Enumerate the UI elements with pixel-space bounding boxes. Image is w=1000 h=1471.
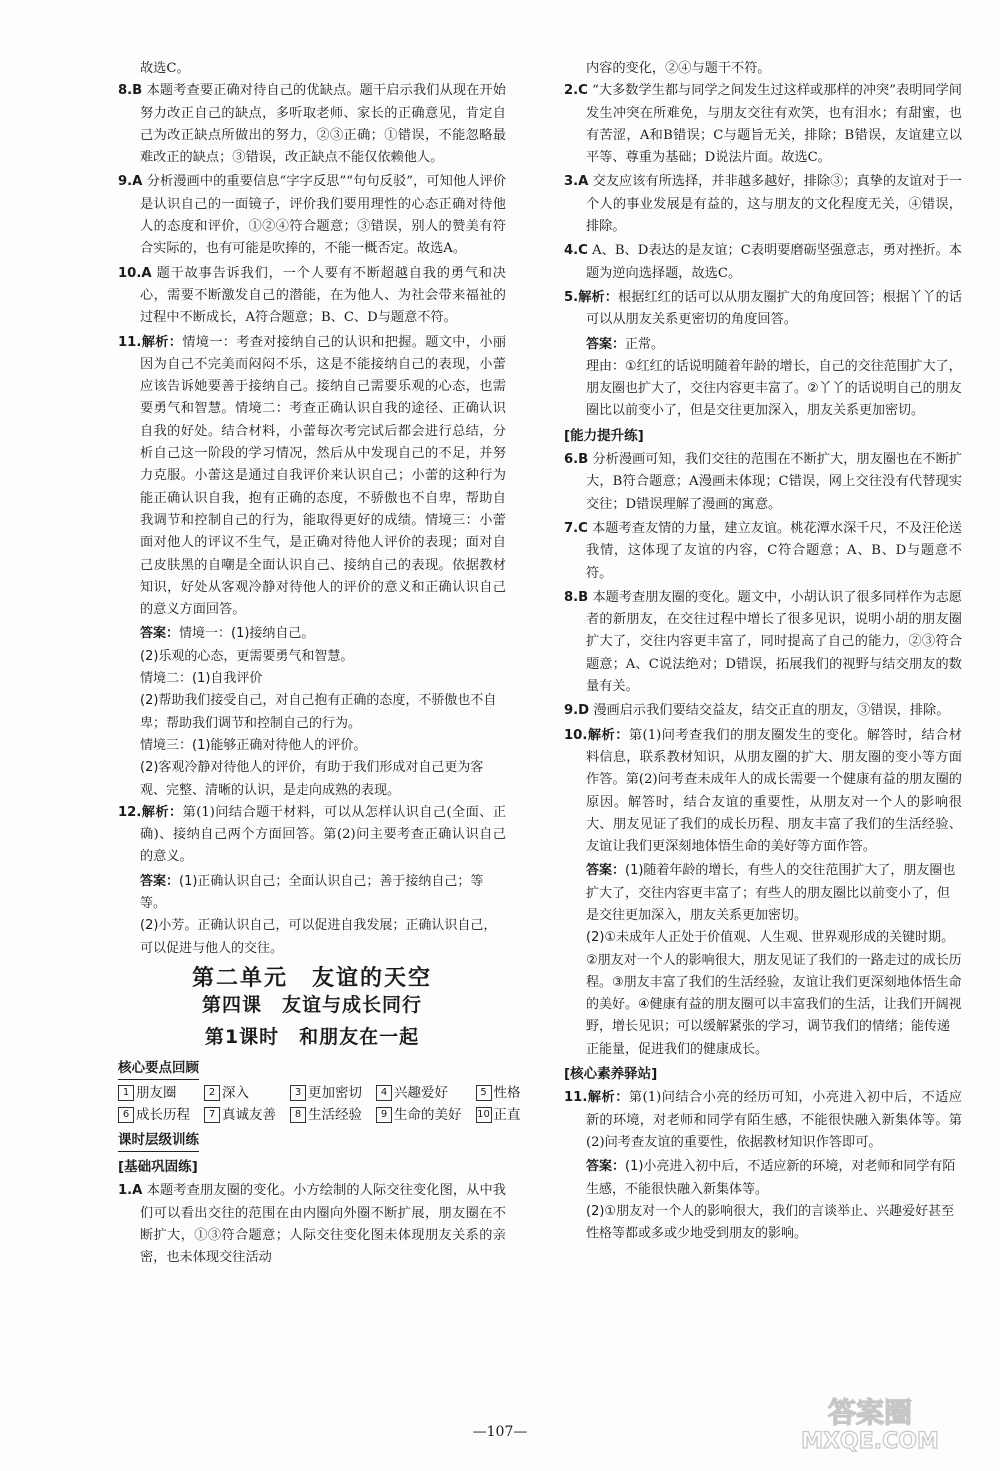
item-number: 4.C — [564, 243, 588, 259]
left-column — [118, 58, 521, 1271]
item-number: 5. — [564, 289, 579, 305]
item-text: 分析漫画中的重要信息“字字反思”“句句反驳”，可知他人评价是认识自己的一面镜子，评价我们要用理性的心态正确对待他人的态度和评价，①②④符合题意；③错误，别人的赞美有符合实际的，也有可能是吹捧的，不能一概否定。故选A。 — [140, 174, 506, 257]
watermark-line2: MXQE.COM — [801, 1429, 939, 1454]
core-point: 3 更加密切 — [290, 1082, 362, 1104]
core-points-grid — [118, 1082, 521, 1127]
answer-item-10 — [118, 263, 506, 330]
answer-item-8r — [564, 587, 962, 698]
answer-line: (2)①未成年人正处于价值观、人生观、世界观形成的关键时期。②朋友对一个人的影响很大，朋友见证了我们的一路走过的成长历程。③朋友丰富了我们的生活经验，友谊让我们更深刻地体悟生命的美好。④健康有益的朋友圈可以丰富我们的生活，让我们开阔视野，增长见识；可以缓解紧张的学习，调节我们的情绪；能传递正能量，促进我们的健康成长。 — [586, 930, 962, 1057]
core-point: 2 深入 — [204, 1082, 276, 1104]
answer-item-7 — [564, 518, 962, 585]
answer-block-11 — [118, 623, 506, 801]
core-point: 1 朋友圈 — [118, 1082, 190, 1104]
section-core-review: 核心要点回顾 — [118, 1057, 199, 1080]
answer-item-9 — [118, 171, 506, 260]
answer-block-11r — [564, 1156, 962, 1245]
item-number: 2.C — [564, 83, 588, 99]
item-number: 10. — [564, 727, 588, 743]
answer-tag: 答案： — [586, 863, 626, 879]
answer-line: (2)客观冷静对待他人的评价，有助于我们形成对自己更为客观、完整、清晰的认识，是走向成熟的表现。 — [140, 760, 484, 798]
answer-block-5 — [564, 334, 962, 423]
answer-tag: 答案： — [140, 873, 180, 889]
item-text: 题干故事告诉我们，一个人要有不断超越自我的勇气和决心，需要不断激发自己的潜能，在为他人、为社会带来福祉的过程中不断成长，A符合题意；B、C、D与题意不符。 — [140, 265, 506, 326]
answer-item-10r — [564, 725, 962, 859]
left-continuation: 故选C。 — [140, 61, 190, 76]
item-text: 本题考查朋友圈的变化。题文中，小胡认识了很多同样作为志愿者的新朋友，在交往过程中增长了很多见识，说明小胡的朋友圈扩大了，交往内容更丰富了，同时提高了自己的能力，②③符合题意；A、C说法绝对；D错误，拓展我们的视野与结交朋友的数量有关。 — [586, 589, 962, 695]
core-point: 7 真诚友善 — [204, 1104, 276, 1126]
answer-line: 理由：①红红的话说明随着年龄的增长，自己的交往范围扩大了，朋友圈也扩大了，交往内容更丰富了。②丫丫的话说明自己的朋友圈比以前变小了，但是交往更加深入，朋友关系更加密切。 — [586, 358, 962, 419]
watermark-logo — [760, 1392, 980, 1454]
answer-line: (2)乐观的心态，更需要勇气和智慧。 — [140, 648, 354, 664]
period-title: 第1课时 和朋友在一起 — [204, 1026, 420, 1049]
item-number: 10.A — [118, 265, 152, 281]
item-text: 漫画启示我们要结交益友，结交正直的朋友，③错误，排除。 — [593, 703, 950, 719]
answer-item-11 — [118, 332, 506, 622]
answer-item-2 — [564, 80, 962, 169]
analysis-tag: 解析： — [587, 727, 629, 743]
answer-item-4 — [564, 240, 962, 285]
answer-tag: 答案： — [140, 626, 180, 642]
item-number: 9.A — [118, 174, 143, 190]
analysis-tag: 解析： — [578, 289, 618, 305]
item-number: 8.B — [118, 83, 143, 99]
answer-item-6 — [564, 449, 962, 516]
page-number: —107— — [472, 1424, 528, 1440]
item-text: 情境一：考查对接纳自己的认识和把握。题文中，小丽因为自己不完美而闷闷不乐，这是不能接纳自己的表现，小蕾应该告诉她要善于接纳自己。接纳自己需要乐观的心态，也需要勇气和智慧。情境二：考查正确认识自我的途径、正确认识自我的好处。结合材料，小蕾每次考完试后都会进行总结，分析自己这一阶段的学习情况，然后从中发现自己的不足，并努力克服。小蕾这是通过自我评价来认识自己；小蕾的这种行为能正确认识自我，抱有正确的态度，不骄傲也不自卑，帮助自我调节和控制自己的行为，能取得更好的成绩。情境三：小蕾面对他人的评议不生气，是正确对待他人评价的表现；面对自己皮肤黑的自嘲是全面认识自己、接纳自己的表现。依据教材知识，好处从客观冷静对待他人的评价的意义和正确认识自己的意义方面回答。 — [140, 334, 507, 618]
section-period-training: 课时层级训练 — [118, 1129, 199, 1152]
core-point: 5 性格 — [476, 1082, 521, 1104]
answer-line: (1)正确认识自己；全面认识自己；善于接纳自己；等等。 — [140, 873, 484, 911]
answer-line: (2)①朋友对一个人的影响很大，我们的言谈举止、兴趣爱好甚至性格等都或多或少地受到朋友的影响。 — [586, 1203, 955, 1242]
analysis-tag: 解析： — [141, 804, 183, 820]
answer-item-12 — [118, 802, 506, 869]
item-number: 3.A — [564, 174, 589, 190]
section-ability-practice: [能力提升练] — [564, 427, 644, 444]
core-point: 6 成长历程 — [118, 1104, 190, 1126]
item-text: 第(1)问考查我们的朋友圈发生的变化。解答时，结合材料信息，联系教材知识，从朋友圈的扩大、朋友圈的变小等方面作答。第(2)问考查未成年人的成长需要一个健康有益的朋友圈的原因。解答时，结合友谊的重要性，从朋友对一个人的影响很大、朋友见证了我们的成长历程、朋友丰富了我们的生活经验、友谊让我们更深刻地体悟生命的美好等方面作答。 — [586, 727, 962, 855]
answer-line: 情境一：(1)接纳自己。 — [179, 626, 315, 642]
item-text: 第(1)问结合题干材料，可以从怎样认识自己(全面、正确)、接纳自己两个方面回答。第(2)问主要考查正确认识自己的意义。 — [140, 804, 507, 865]
answer-line: (1)小亮进入初中后，不适应新的环境，对老师和同学有陌生感，不能很快融入新集体等。 — [586, 1159, 956, 1197]
analysis-tag: 解析： — [141, 334, 183, 350]
answer-item-9r — [564, 700, 962, 722]
answer-tag: 答案： — [586, 1159, 626, 1175]
item-number: 1.A — [118, 1183, 143, 1199]
item-text: 本题考查要正确对待自己的优缺点。题干启示我们从现在开始努力改正自己的缺点，多听取老师、家长的正确意见，肯定自己为改正缺点所做出的努力，②③正确；①错误，不能忽略最难改正的缺点；③错误，改正缺点不能仅依赖他人。 — [140, 83, 506, 166]
section-basic-practice: [基础巩固练] — [118, 1158, 198, 1175]
answer-item-8 — [118, 80, 506, 169]
item-number: 9.D — [564, 703, 590, 719]
answer-item-3 — [564, 171, 962, 238]
answer-line: (2)小芳。正确认识自己，可以促进自我发展；正确认识自己，可以促进与他人的交往。 — [140, 918, 497, 956]
item-text: “大多数学生都与同学之间发生过这样或那样的冲突”表明同学间发生冲突在所难免，与朋友交往有欢笑，也有泪水；有甜蜜，也有苦涩，A和B错误；C与题旨无关，排除；B错误，友谊建立以平等、尊重为基础；D说法片面。故选C。 — [586, 83, 962, 166]
analysis-tag: 解析： — [587, 1090, 629, 1106]
answer-item-5 — [564, 287, 962, 332]
item-text: 根据红红的话可以从朋友圈扩大的角度回答；根据丫丫的话可以从朋友关系更密切的角度回答。 — [586, 289, 963, 328]
item-number: 11. — [118, 334, 142, 350]
core-point: 9 生命的美好 — [376, 1104, 462, 1126]
answer-block-10r — [564, 860, 962, 1061]
item-number: 7.C — [564, 520, 588, 536]
answer-tag: 答案： — [586, 336, 626, 352]
item-text: 第(1)问结合小亮的经历可知，小亮进入初中后，不适应新的环境，对老师和同学有陌生感，不能很快融入新集体等。第(2)问考查友谊的重要性，依据教材知识作答即可。 — [586, 1090, 962, 1150]
lesson-title: 第四课 友谊与成长同行 — [201, 994, 422, 1017]
core-point: 4 兴趣爱好 — [376, 1082, 462, 1104]
item-number: 12. — [118, 804, 142, 820]
item-text: 本题考查友情的力量，建立友谊。桃花潭水深千尺，不及汪伦送我情，这体现了友谊的内容，C符合题意；A、B、D与题意不符。 — [586, 520, 962, 581]
item-text: 交友应该有所选择，并非越多越好，排除③；真挚的友谊对于一个人的事业发展是有益的，这与朋友的文化程度无关，④错误，排除。 — [586, 174, 962, 235]
section-core-quality: [核心素养驿站] — [564, 1066, 658, 1083]
answer-item-11r — [564, 1087, 962, 1154]
item-text: 本题考查朋友圈的变化。小方绘制的人际交往变化图，从中我们可以看出交往的范围在由内圈向外圈不断扩展，朋友圈在不断扩大，①③符合题意；人际交往变化图未体现朋友关系的亲密，也未体现交往活动 — [140, 1183, 506, 1266]
answer-line: (2)帮助我们接受自己，对自己抱有正确的态度，不骄傲也不自卑；帮助我们调节和控制自己的行为。 — [140, 693, 497, 731]
unit-title: 第二单元 友谊的天空 — [191, 965, 432, 991]
right-continuation: 内容的变化，②④与题干不符。 — [586, 61, 771, 76]
item-number: 8.B — [564, 589, 589, 605]
item-text: A、B、D表达的是友谊；C表明要磨砺坚强意志，勇对挫折。本题为逆向选择题，故选C。 — [586, 243, 962, 281]
core-point: 8 生活经验 — [290, 1104, 362, 1126]
answer-item-1 — [118, 1180, 506, 1269]
right-column — [564, 58, 962, 1245]
answer-line: 情境三：(1)能够正确对待他人的评价。 — [140, 737, 367, 753]
answer-line: 情境二：(1)自我评价 — [140, 671, 263, 687]
answer-line: 正常。 — [625, 336, 665, 352]
item-text: 分析漫画可知，我们交往的范围在不断扩大，朋友圈也在不断扩大，B符合题意；A漫画未体现；C错误，网上交往没有代替现实交往；D错误理解了漫画的寓意。 — [586, 452, 962, 512]
answer-line: (1)随着年龄的增长，有些人的交往范围扩大了，朋友圈也扩大了，交往内容更丰富了；有些人的朋友圈比以前变小了，但是交往更加深入，朋友关系更加密切。 — [586, 863, 956, 923]
item-number: 11. — [564, 1090, 588, 1106]
item-number: 6.B — [564, 452, 589, 468]
core-point: 10 正直 — [477, 1107, 521, 1124]
answer-block-12 — [118, 871, 506, 960]
watermark-line1: 答案圈 — [827, 1396, 913, 1429]
